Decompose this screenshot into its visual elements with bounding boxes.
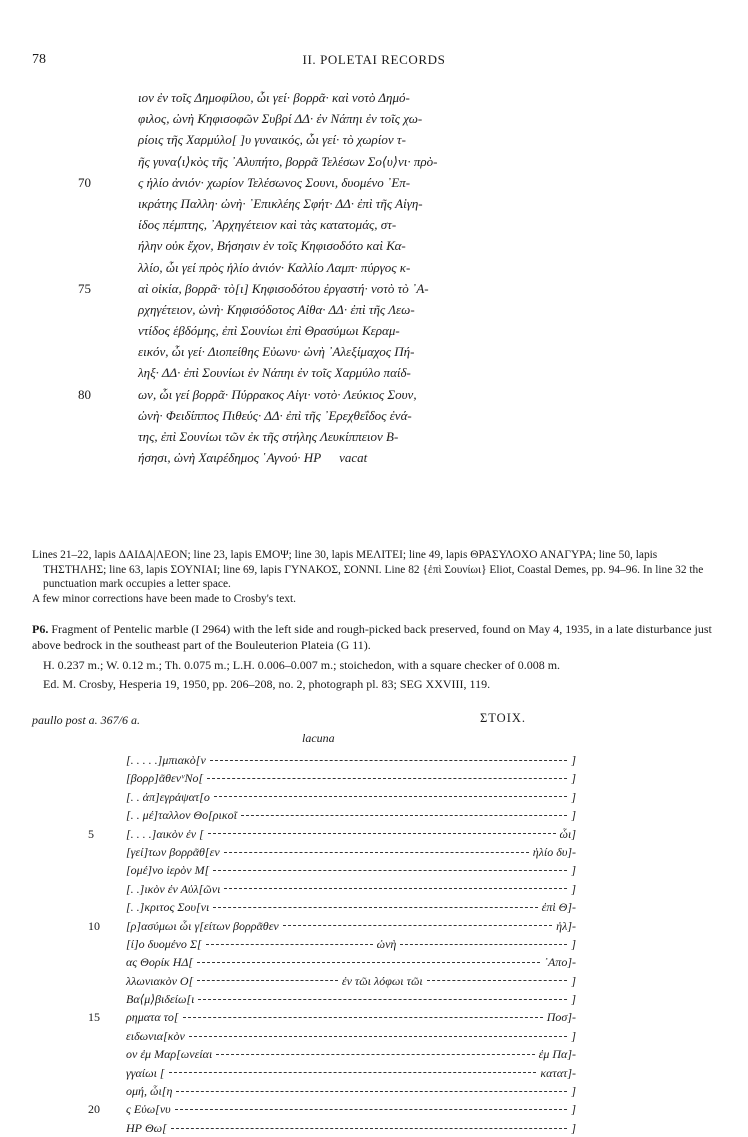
inscription-line xyxy=(126,843,576,861)
lacuna-dashes xyxy=(214,796,567,797)
text-line xyxy=(78,278,437,299)
lacuna-dashes xyxy=(183,1017,543,1018)
line-text: ήλην οὐκ ἔχον, Βήσησιν ἐν τοῖς Κηφισοδότο καὶ Κα- xyxy=(138,238,406,254)
inscription-line xyxy=(126,1119,576,1137)
inscription-line xyxy=(88,825,576,843)
catalog-entry xyxy=(32,621,722,696)
inscription-right: ἐπὶ Θ]- xyxy=(541,900,576,915)
inscription-right: ] xyxy=(571,863,576,878)
lacuna-dashes xyxy=(176,1091,567,1092)
text-line xyxy=(138,257,437,278)
line-text: ικράτης Παλλη· ὠνὴ· ᾿Επικλέης Σφήτ· ΔΔ· ἐπὶ τῆς Αἰγη- xyxy=(138,195,423,211)
inscription-left: Βα⟨μ⟩βιδείω[ι xyxy=(126,992,195,1007)
line-number: 75 xyxy=(78,280,91,296)
line-text: ων, ὧι γεί βορρᾶ· Πύρρακος Αἰγι· νοτὸ· Λεύκιος Σουν, xyxy=(138,386,417,402)
inscription-line xyxy=(126,1064,576,1082)
line-text: αὶ οἰκία, βορρᾶ· τὸ[ι] Κηφισοδότου ἐργαστή· νοτὸ τὸ ᾿Α- xyxy=(138,280,429,296)
lacuna-dashes xyxy=(171,1128,568,1129)
line-text: ς ἡλίο ἀνιόν· χωρίον Τελέσωνος Σουνι, δυομένο ᾿Επ- xyxy=(138,174,411,190)
lacuna-dashes xyxy=(216,1054,534,1055)
inscription-right: ] xyxy=(571,789,576,804)
inscription-right: ] xyxy=(571,881,576,896)
line-text: ληξ· ΔΔ· ἐπὶ Σουνίωι ἐν Νάπηι ἐν τοῖς Χαρμύλο παίδ- xyxy=(138,365,411,381)
entry-edition: Ed. M. Crosby, Hesperia 19, 1950, pp. 206–208, no. 2, photograph pl. 83; SEG XXVIII, 119. xyxy=(43,677,491,692)
line-text: φιλος, ὠνὴ Κηφισοφῶν Συβρί ΔΔ· ἐν Νάπηι ἐν τοῖς χω- xyxy=(138,111,423,127)
inscription-right: ] xyxy=(571,1102,576,1117)
inscription-right: ὧι] xyxy=(559,826,576,841)
line-number: 15 xyxy=(88,1010,100,1025)
line-number: 70 xyxy=(78,174,91,190)
inscription-line xyxy=(88,1008,576,1026)
running-title: II. POLETAI RECORDS xyxy=(302,52,446,67)
inscription-right: ] xyxy=(571,1028,576,1043)
inscription-line xyxy=(126,972,576,990)
inscription-left: ρηματα το[ xyxy=(126,1010,179,1025)
lacuna-dashes xyxy=(206,944,373,945)
inscription-line xyxy=(126,751,576,769)
lacuna-dashes xyxy=(427,980,568,981)
inscription-text xyxy=(88,751,577,1137)
stoichedon-label: ΣΤΟΙΧ. xyxy=(480,711,527,725)
inscription-right: ᾿Απο]- xyxy=(543,955,576,970)
lacuna-dashes xyxy=(210,760,568,761)
inscription-left: ομή, ὧι[η xyxy=(126,1084,173,1099)
inscription-line xyxy=(126,898,576,916)
lacuna-dashes xyxy=(213,870,567,871)
inscription-line xyxy=(126,990,576,1008)
text-line xyxy=(138,151,437,172)
inscription-left: [γεί]των βορρᾶθ[εν xyxy=(126,844,220,859)
line-text: ήσησι, ὠνὴ Χαιρέδημος ῾Αγνού· ΗΡ xyxy=(138,450,322,466)
line-text: της, ἐπὶ Σουνίωι τῶν ἐκ τῆς στήλης Λευκίππειον Β- xyxy=(138,429,399,444)
line-number: 80 xyxy=(78,386,91,402)
inscription-left: ας Θορίκ ΗΔ[ xyxy=(126,955,194,970)
entry-dimensions: H. 0.237 m.; W. 0.12 m.; Th. 0.075 m.; L.H. 0.006–0.007 m.; stoichedon, with a square checker of 0.008 m. xyxy=(43,657,561,672)
lacuna-dashes xyxy=(400,944,567,945)
inscription-line xyxy=(126,880,576,898)
inscription-left: λλωνιακὸν Ο[ xyxy=(126,973,194,988)
line-text: ιον ἐν τοῖς Δημοφίλου, ὧι γεί· βορρᾶ· καὶ νοτὸ Δημό- xyxy=(138,90,410,105)
text-line xyxy=(138,214,437,235)
lacuna-dashes xyxy=(197,980,338,981)
inscription-left: [. .]ικὸν ἐν Αὐλ[ῶνι xyxy=(126,881,221,896)
lacuna-dashes xyxy=(241,815,567,816)
inscription-line xyxy=(126,788,576,806)
lacuna-dashes xyxy=(213,907,537,908)
inscription-left: ειδωνια[κὸν xyxy=(126,1028,185,1043)
page-number: 78 xyxy=(32,52,46,67)
inscription-right: ] xyxy=(571,753,576,767)
line-text: ῆς γυνα⟨ι⟩κὸς τῆς ᾿Αλυπήτο, βορρᾶ Τελέσων Σο⟨υ⟩νι· πρὸ- xyxy=(138,153,438,169)
inscription-right: ἡλίο δυ]- xyxy=(532,844,576,859)
inscription-right: Ποσ]- xyxy=(546,1010,576,1025)
inscription-right: ] xyxy=(571,973,577,988)
lacuna-dashes xyxy=(208,833,556,834)
lacuna-dashes xyxy=(169,1072,537,1073)
apparatus-notes xyxy=(32,548,718,606)
line-number: 5 xyxy=(88,826,94,841)
text-line xyxy=(138,235,437,256)
date-line: paullo post a. 367/6 a. xyxy=(32,713,141,727)
text-line xyxy=(138,299,437,320)
line-text: ντίδος ἑβδόμης, ἐπὶ Σουνίωι ἐπὶ Θρασύμωι Κεραμ- xyxy=(138,323,400,339)
inscription-right: ] xyxy=(571,1120,576,1135)
lacuna-dashes xyxy=(175,1109,568,1110)
inscription-right: ] xyxy=(571,936,577,951)
inscription-line xyxy=(88,1100,576,1118)
inscription-line xyxy=(126,953,576,971)
vacat-label: vacat xyxy=(339,450,368,466)
text-line xyxy=(138,87,437,108)
inscription-left: [. . ἀπ]εγράψατ[ο xyxy=(126,789,210,804)
inscription-left: [. . . .]αικὸν ἐν [ xyxy=(126,826,204,841)
line-number: 10 xyxy=(88,918,100,933)
line-number: 20 xyxy=(88,1102,100,1117)
text-line xyxy=(78,384,437,405)
inscription-right: κατατ]- xyxy=(540,1065,576,1080)
inscription-line xyxy=(126,769,576,787)
line-text: εικόν, ὧι γεί· Διοπείθης Εὐωνυ· ὠνὴ ᾿Αλεξίμαχος Πή- xyxy=(138,344,415,360)
inscription-left: γγαίωι [ xyxy=(126,1065,165,1080)
lacuna-dashes xyxy=(197,962,540,963)
text-line xyxy=(138,193,437,214)
lacuna-dashes xyxy=(224,852,529,853)
inscription-left: ς Εὐω[νυ xyxy=(126,1102,171,1117)
inscription-line xyxy=(126,935,576,953)
inscription-right: ἐμ Πα]- xyxy=(538,1047,576,1062)
inscription-line xyxy=(126,806,576,824)
text-line xyxy=(138,426,437,447)
inscription-left: [ί]ο δυομένο Σ[ xyxy=(126,936,202,951)
entry-description-text: Fragment of Pentelic marble (I 2964) with the left side and rough-picked back preserved, found on May 4, 1935, in a late disturbance just above bedrock in the southeast part of the Bouleuterion Plateia (G 11). xyxy=(32,622,712,653)
text-line xyxy=(78,172,437,193)
inscription-line xyxy=(126,1027,576,1045)
inscription-right: ] xyxy=(571,808,576,823)
lacuna-dashes xyxy=(224,888,567,889)
line-text: ὠνὴ· Φειδίππος Πιθεύς· ΔΔ· ἐπὶ τῆς ᾿Ερεχθεΐδος ἐνά- xyxy=(138,407,412,423)
inscription-right: ] xyxy=(571,1084,576,1099)
inscription-line xyxy=(126,861,576,879)
text-line xyxy=(138,108,437,129)
lacuna-dashes xyxy=(207,778,567,779)
inscription-right: ] xyxy=(571,771,576,786)
lacuna-dashes xyxy=(198,999,567,1000)
line-text: ρχηγέτειον, ὠνὴ· Κηφισόδοτος Αἰθα· ΔΔ· ἐπὶ τῆς Λεω- xyxy=(138,301,415,317)
inscription-left: [βορρ]ᾶθενᵛΝο[ xyxy=(126,771,204,786)
apparatus-note: A few minor corrections have been made to Crosby's text. xyxy=(32,592,296,605)
line-text: ρίοις τῆς Χαρμύλο[ ]υ γυναικός, ὧι γεί· τὸ χωρίον τ- xyxy=(138,132,406,148)
inscription-left: [. .]κριτος Σου[νι xyxy=(126,900,210,915)
entry-label: P6. xyxy=(32,622,49,636)
inscription-left: ον ἐμ Μαρ[ωνείαι xyxy=(126,1047,213,1062)
inscription-right: ἡλ]- xyxy=(556,918,576,933)
text-line xyxy=(138,129,437,150)
text-line xyxy=(138,405,437,426)
inscription-left: [. . . . .]μπιακὸ[ν xyxy=(126,753,206,767)
lacuna-dashes xyxy=(189,1036,568,1037)
inscription-left: ΗΡ Θω[ xyxy=(126,1120,167,1135)
greek-text-block xyxy=(78,87,438,468)
line-text: ίδος πέμπτης, ᾿Αρχηγέτειον καὶ τὰς κατατομάς, στ- xyxy=(138,217,397,233)
inscription-line xyxy=(126,1082,576,1100)
entry-description xyxy=(32,621,722,654)
inscription-left: [ρ]ασύμωι ὧι γ[είτων βορρᾶθεν xyxy=(126,918,279,933)
inscription-line xyxy=(126,1045,576,1063)
inscription-left: [. . μέ]ταλλον Θο[ρικοῖ xyxy=(126,808,237,823)
line-text: λλίο, ὧι γεί πρὸς ἡλίο ἀνιόν· Καλλίο Λαμπ· πύργος κ- xyxy=(138,259,411,275)
inscription-line xyxy=(88,917,576,935)
lacuna-dashes xyxy=(283,925,552,926)
inscription-right: ] xyxy=(571,992,576,1007)
page-header xyxy=(0,52,748,72)
text-line xyxy=(138,362,437,383)
inscription-middle: ἐν τῶι λόφωι τῶι xyxy=(341,973,423,988)
inscription-left: [ομέ]νο ἱερὸν Μ[ xyxy=(126,863,210,878)
apparatus-note: Lines 21–22, lapis ΔΑΙΔΑ|ΛΕΟΝ; line 23, lapis ΕΜΟΨ; line 30, lapis ΜΕΛΙΤΕΙ; line 49, lapis ΘΡΑΣΥΛΟΧΟ ΑΝΑΓΥΡΑ; line 50, lapis ΤΗΣΤΗΛΗΣ; line 63, lapis ΣΟΥΝΙΑΙ; line 69, lapis ΓΥΝΑΚΟΣ, ΣΟΝΝΙ. Line 82 {ἐπὶ Σουνίωι} Eliot, Coastal Demes, pp. 94–96. In line 32 the punctuation mark occupies a letter space. xyxy=(32,549,704,591)
inscription-middle: ὠνὴ xyxy=(376,936,397,951)
text-line xyxy=(138,320,437,341)
text-line xyxy=(138,341,437,362)
text-line xyxy=(138,447,437,468)
lacuna-label: lacuna xyxy=(302,731,335,745)
